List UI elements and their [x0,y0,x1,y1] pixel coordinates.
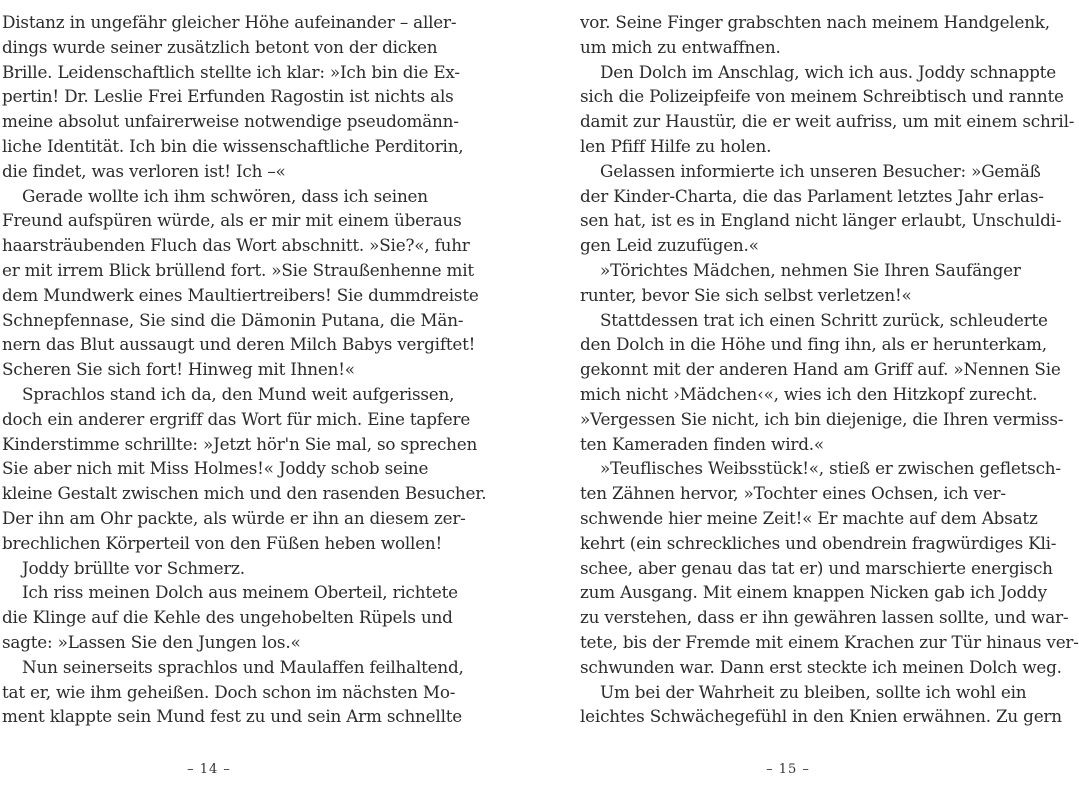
text-line: Distanz in ungefähr gleicher Höhe aufeinander – aller- [2,12,457,32]
text-line: Den Dolch im Anschlag, wich ich aus. Joddy schnappte [600,61,1056,82]
text-line: gen Leid zuzufügen.« [580,235,759,256]
text-line: dem Mundwerk eines Maultiertreibers! Sie dummdreiste [2,284,479,305]
text-line: nern das Blut aussaugt und deren Milch Babys vergiftet! [2,334,476,355]
text-line: »Vergessen Sie nicht, ich bin diejenige, die Ihren vermiss- [580,408,1064,429]
text-line: doch ein anderer ergriff das Wort für mich. Eine tapfere [2,408,471,429]
text-line: ten Kameraden finden wird.« [580,433,824,454]
text-line: tete, bis der Fremde mit einem Krachen zur Tür hinaus ver- [580,631,1079,652]
text-line: Joddy brüllte vor Schmerz. [22,557,245,578]
text-line: Brille. Leidenschaftlich stellte ich klar: »Ich bin die Ex- [2,61,460,82]
text-line: tat er, wie ihm geheißen. Doch schon im nächsten Mo- [2,681,456,702]
text-line: sich die Polizeipfeife von meinem Schreibtisch und rannte [580,86,1064,107]
page-number: – 15 – [766,762,810,777]
text-line: Stattdessen trat ich einen Schritt zurück, schleuderte [600,309,1048,330]
text-line: zu verstehen, dass er ihn gewähren lassen sollte, und war- [580,607,1069,628]
text-line: brechlichen Körperteil von den Füßen heben wollen! [2,532,443,553]
text-line: haarsträubenden Fluch das Wort abschnitt. »Sie?«, fuhr [2,235,470,256]
text-line: Um bei der Wahrheit zu bleiben, sollte ich wohl ein [600,681,1027,702]
text-line: den Dolch in die Höhe und fing ihn, als er herunterkam, [580,334,1047,355]
page-text [2,10,487,729]
text-line: Gelassen informierte ich unseren Besucher: »Gemäß [600,160,1041,181]
text-line: schwunden war. Dann erst steckte ich meinen Dolch weg. [580,656,1062,677]
text-line: ten Zähnen hervor, »Tochter eines Ochsen, ich ver- [580,483,1006,504]
text-line: damit zur Haustür, die er weit aufriss, um mit einem schril- [580,111,1075,132]
text-line: gekonnt mit der anderen Hand am Griff auf. »Nennen Sie [580,359,1061,380]
text-line: leichtes Schwächegefühl in den Knien erwähnen. Zu gern [580,706,1062,727]
text-line: schwende hier meine Zeit!« Er machte auf dem Absatz [580,507,1038,528]
text-line: kehrt (ein schreckliches und obendrein fragwürdiges Kli- [580,532,1057,553]
text-line: Freund aufspüren würde, als er mir mit einem überaus [2,210,462,231]
text-line: pertin! Dr. Leslie Frei Erfunden Ragostin ist nichts als [2,86,454,107]
text-line: runter, bevor Sie sich selbst verletzen!« [580,284,912,305]
page-number: – 14 – [187,762,231,777]
text-line: ment klappte sein Mund fest zu und sein Arm schnellte [2,706,463,727]
text-line: sagte: »Lassen Sie den Jungen los.« [2,631,301,652]
text-line: Gerade wollte ich ihm schwören, dass ich seinen [22,185,428,206]
text-line: Sie aber nich mit Miss Holmes!« Joddy schob seine [2,458,429,479]
text-line: len Pfiff Hilfe zu holen. [580,135,772,156]
text-line: »Teuflisches Weibsstück!«, stieß er zwischen gefletsch- [600,458,1061,479]
text-line: Nun seinerseits sprachlos und Maulaffen feilhaltend, [22,656,464,677]
text-line: liche Identität. Ich bin die wissenschaftliche Perditorin, [2,135,464,156]
text-line: Kinderstimme schrillte: »Jetzt hör'n Sie mal, so sprechen [2,433,478,454]
page-text [580,10,1079,729]
text-line: »Törichtes Mädchen, nehmen Sie Ihren Saufänger [600,259,1021,280]
text-line: die findet, was verloren ist! Ich –« [2,160,286,181]
text-line: der Kinder-Charta, die das Parlament letztes Jahr erlas- [580,185,1044,206]
text-line: vor. Seine Finger grabschten nach meinem Handgelenk, [580,12,1050,32]
text-line: meine absolut unfairerweise notwendige pseudomänn- [2,111,459,132]
text-line: Scheren Sie sich fort! Hinweg mit Ihnen!« [2,359,355,380]
page-right [580,10,1079,790]
text-line: sen hat, ist es in England nicht länger erlaubt, Unschuldi- [580,210,1062,231]
text-line: Schnepfennase, Sie sind die Dämonin Putana, die Män- [2,309,464,330]
text-line: zum Ausgang. Mit einem knappen Nicken gab ich Joddy [580,582,1047,603]
text-line: er mit irrem Blick brüllend fort. »Sie Straußenhenne mit [2,259,474,280]
text-line: schee, aber genau das tat er) und marschierte energisch [580,557,1053,578]
text-line: kleine Gestalt zwischen mich und den rasenden Besucher. [2,483,487,504]
text-line: Der ihn am Ohr packte, als würde er ihn an diesem zer- [2,507,466,528]
page-left [2,10,487,790]
text-line: Ich riss meinen Dolch aus meinem Oberteil, richtete [22,582,458,603]
text-line: um mich zu entwaffnen. [580,36,781,57]
text-line: die Klinge auf die Kehle des ungehobelten Rüpels und [2,607,453,628]
text-line: dings wurde seiner zusätzlich betont von der dicken [2,36,438,57]
text-line: Sprachlos stand ich da, den Mund weit aufgerissen, [22,383,455,404]
text-line: mich nicht ›Mädchen‹«, wies ich den Hitzkopf zurecht. [580,383,1038,404]
